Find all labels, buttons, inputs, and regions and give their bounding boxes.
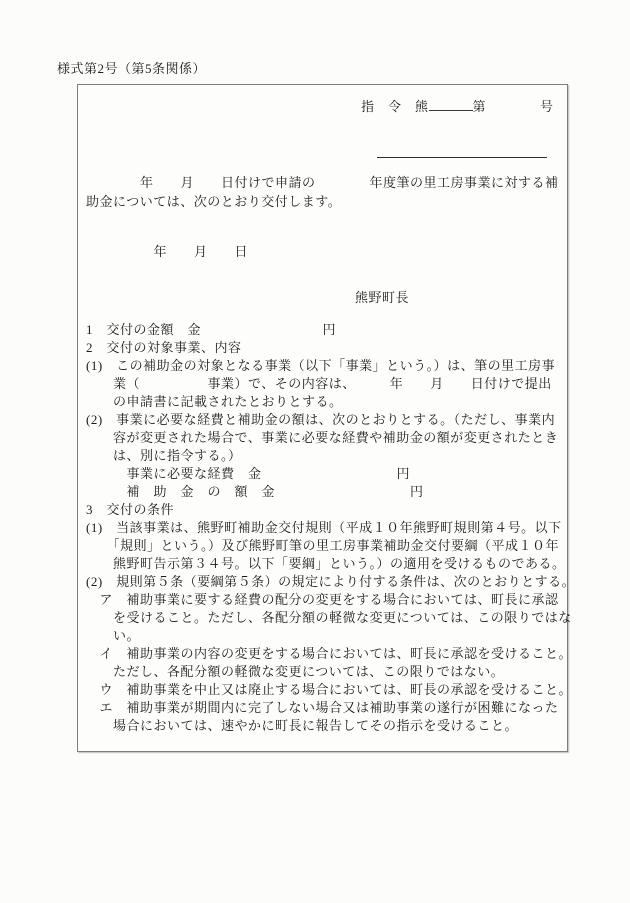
body-line: 補 助 金 の 額 金 円 xyxy=(86,484,424,499)
body-line: は、別に指令する。） xyxy=(86,448,242,463)
directive-rest: 第 号 xyxy=(472,99,554,114)
body-line: 事業に必要な経費 金 円 xyxy=(86,466,411,481)
mayor-signature-label: 熊野町長 xyxy=(355,290,410,305)
body-line: エ 補助事業が期間内に完了しない場合又は補助事業の遂行が困難になった xyxy=(86,700,559,715)
body-line: ウ 補助事業を中止又は廃止する場合においては、町長の承認を受けること。 xyxy=(86,682,573,697)
form-style-label: 様式第2号（第5条関係） xyxy=(57,61,207,76)
body-line: ただし、各配分額の軽微な変更については、この限りではない。 xyxy=(86,664,505,679)
body-line: 業（ 事業）で、その内容は、 年 月 日付けで提出 xyxy=(86,376,552,391)
body-line: ア 補助事業に要する経費の配分の変更をする場合においては、町長に承認 xyxy=(86,592,559,607)
body-line: い。 xyxy=(86,628,141,643)
body-line: 容が変更された場合で、事業に必要な経費や補助金の額が変更されたとき xyxy=(86,430,559,445)
body-line: 1 交付の金額 金 円 xyxy=(86,322,337,337)
directive-number-blank-field xyxy=(429,97,473,111)
body-line: を受けること。ただし、各配分額の軽微な変更については、この限りではな xyxy=(86,610,572,625)
intro-paragraph xyxy=(86,173,560,211)
issue-date-line: 年 月 日 xyxy=(86,244,249,259)
body-line: (2) 事業に必要な経費と補助金の額は、次のとおりとする。（ただし、事業内 xyxy=(86,412,556,427)
intro-line: 助金については、次のとおり交付します。 xyxy=(86,194,342,209)
body-line: 2 交付の対象事業、内容 xyxy=(86,340,242,355)
intro-line: 年 月 日付けで申請の 年度筆の里工房事業に対する補 xyxy=(86,175,559,190)
recipient-name-underline xyxy=(377,157,547,158)
body-line: の申請書に記載されたとおりとする。 xyxy=(86,394,343,409)
body-line: (2) 規則第５条（要綱第５条）の規定により付する条件は、次のとおりとする。 xyxy=(86,574,576,589)
body-line: (1) この補助金の対象となる事業（以下「事業」という。）は、筆の里工房事 xyxy=(86,358,556,373)
body-line: 熊野町告示第３４号。以下「要綱」という。）の適用を受けるものである。 xyxy=(86,556,566,571)
body-line: 場合においては、速やかに町長に報告してその指示を受けること。 xyxy=(86,718,519,733)
directive-prefix: 指 令 熊 xyxy=(361,99,429,114)
conditions-body xyxy=(86,321,576,735)
directive-number-line xyxy=(361,96,554,115)
document-box xyxy=(77,84,576,752)
body-line: 3 交付の条件 xyxy=(86,502,175,517)
body-line: (1) 当該事業は、熊野町補助金交付規則（平成１０年熊野町規則第４号。以下 xyxy=(86,520,562,535)
body-line: イ 補助事業の内容の変更をする場合においては、町長に承認を受けること。 xyxy=(86,646,573,661)
body-line: 「規則」という。）及び熊野町筆の里工房事業補助金交付要綱（平成１０年 xyxy=(86,538,560,553)
